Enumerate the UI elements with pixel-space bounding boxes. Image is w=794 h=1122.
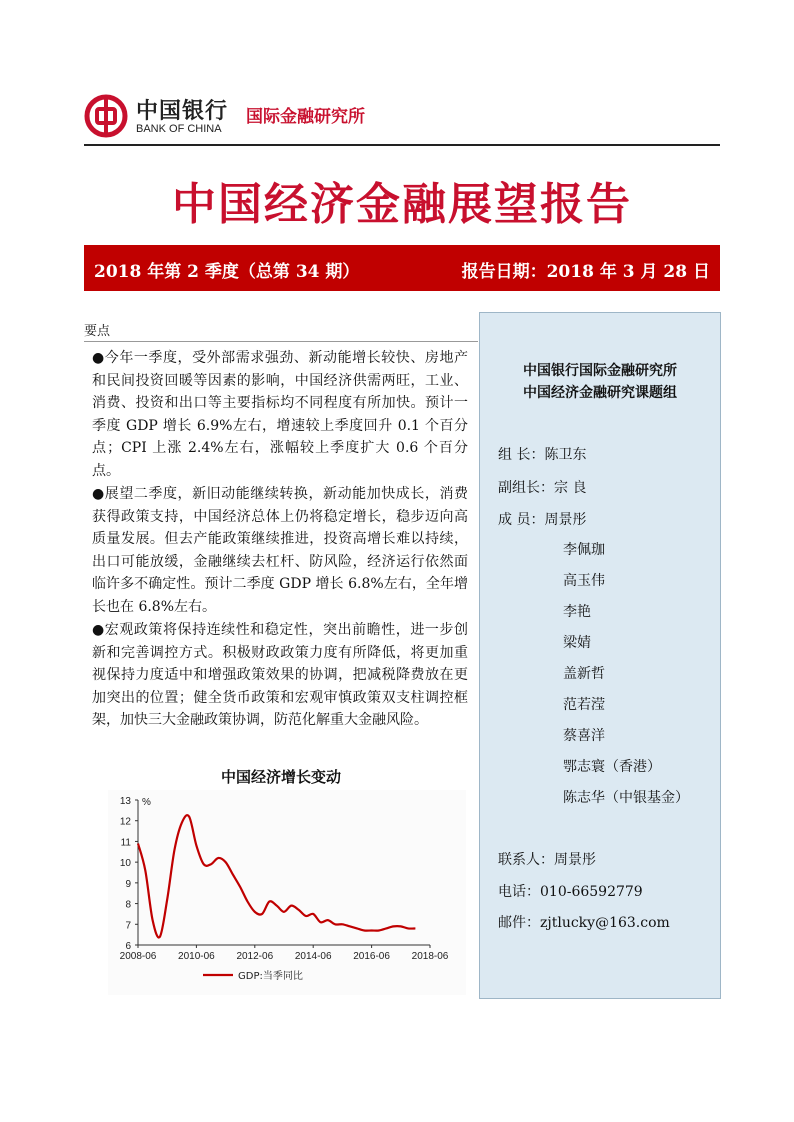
- y-tick-label: 10: [119, 858, 131, 870]
- deputy-row: [498, 477, 586, 497]
- y-tick-label: 11: [120, 837, 131, 849]
- summary-label: 要点: [84, 324, 111, 339]
- y-tick-label: 8: [125, 899, 131, 911]
- gdp-chart-svg: [108, 790, 466, 995]
- y-tick-label: 6: [125, 941, 131, 952]
- header-divider: [84, 144, 720, 146]
- summary-section: [84, 312, 478, 1002]
- x-tick-label: 2018-06: [411, 951, 449, 962]
- issue-number: 2018 年第 2 季度（总第 34 期）: [94, 262, 360, 282]
- member-name: 盖新哲: [563, 666, 605, 682]
- bank-name-en: BANK OF CHINA: [136, 123, 222, 135]
- member-name: 鄂志寰（香港）: [563, 759, 661, 775]
- summary-bullet-2: ●展望二季度，新旧动能继续转换，新动能加快成长，消费获得政策支持，中国经济总体上仍将稳定增长，稳步迈向高质量发展。但去产能政策继续推进，投资高增长难以持续，出口可能放缓，金融继续去杠杆、防风险，经济运行依然面临许多不确定性。预计二季度 GDP 增长 6.8%左右，全年增长也在 6.8%左右。: [92, 486, 468, 615]
- contact-phone: 电话：010-66592779: [498, 884, 643, 900]
- org-line-2: 中国经济金融研究课题组: [523, 385, 677, 401]
- member-name: 梁婧: [563, 635, 591, 651]
- y-tick-label: 9: [125, 878, 131, 890]
- member-name: 高玉伟: [563, 573, 605, 589]
- header-logo: [84, 92, 424, 140]
- member-name: 范若滢: [563, 697, 605, 713]
- member-name: 李佩珈: [563, 542, 605, 558]
- leader-name: 陈卫东: [544, 447, 587, 463]
- member-name: 陈志华（中银基金）: [563, 790, 689, 806]
- report-title: 中国经济金融展望报告: [172, 179, 632, 230]
- x-tick-label: 2012-06: [236, 951, 274, 962]
- y-axis-unit-label: %: [142, 797, 151, 808]
- org-line-1: 中国银行国际金融研究所: [523, 363, 677, 379]
- x-tick-label: 2016-06: [353, 951, 390, 962]
- contact-email: 邮件：zjtlucky@163.com: [498, 915, 670, 931]
- institute-name: 国际金融研究所: [246, 107, 365, 127]
- summary-bullet-1: ●今年一季度，受外部需求强劲、新动能增长较快、房地产和民间投资回暖等因素的影响，中国经济供需两旺，工业、消费、投资和出口等主要指标均不同程度有所加快。预计一季度 GDP 增长 6.9%左右，增速较上季度回升 0.1 个百分点；CPI 上涨 2.4%左右，涨幅较上季度扩大 0.6 个百分点。: [92, 350, 468, 479]
- leader-row: [498, 444, 586, 464]
- issue-banner: [84, 245, 720, 291]
- bank-of-china-logo-icon: [84, 94, 128, 138]
- x-tick-label: 2014-06: [294, 951, 332, 962]
- gdp-series-line: [138, 815, 415, 937]
- summary-divider: [84, 341, 478, 342]
- report-date: 报告日期：2018 年 3 月 28 日: [461, 262, 710, 282]
- y-tick-label: 12: [119, 816, 131, 828]
- x-tick-label: 2010-06: [178, 951, 215, 962]
- x-tick-label: 2008-06: [119, 951, 157, 962]
- research-team-panel: [479, 312, 721, 999]
- legend-label: GDP:当季同比: [238, 971, 303, 982]
- gdp-chart: [108, 790, 466, 995]
- member-name: 周景彤: [544, 512, 587, 528]
- chart-title: 中国经济增长变动: [220, 768, 341, 786]
- contact-person: 联系人：周景彤: [498, 852, 596, 868]
- member-name: 蔡喜洋: [563, 728, 605, 744]
- deputy-name: 宗 良: [554, 480, 587, 496]
- members-label: 成 员：: [498, 512, 545, 528]
- summary-bullet-3: ●宏观政策将保持连续性和稳定性，突出前瞻性，进一步创新和完善调控方式。积极财政政策力度有所降低，将更加重视保持力度适中和增强政策效果的协调，把减税降费放在更加突出的位置；健全货币政策和宏观审慎政策双支柱调控框架，加快三大金融政策协调，防范化解重大金融风险。: [92, 622, 468, 729]
- member-name: 李艳: [563, 604, 591, 620]
- members-row: [498, 509, 586, 529]
- bank-name-cn: 中国银行: [136, 98, 229, 124]
- y-tick-label: 7: [125, 920, 131, 932]
- leader-label: 组 长：: [498, 447, 545, 463]
- y-tick-label: 13: [119, 796, 131, 807]
- deputy-label: 副组长：: [498, 480, 554, 496]
